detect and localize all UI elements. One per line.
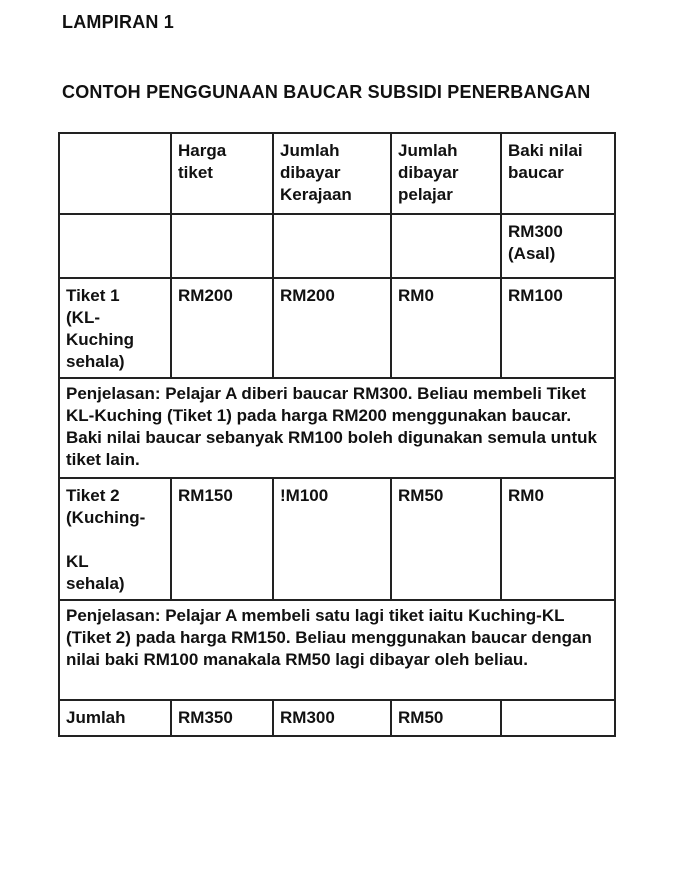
- table-row-ticket-2: [59, 478, 615, 600]
- table-cell: [391, 214, 501, 278]
- header-cell-dibayar-pelajar: Jumlah dibayar pelajar: [391, 133, 501, 214]
- header-cell-baki-baucar: Baki nilai baucar: [501, 133, 615, 214]
- ticket-2-balance: RM0: [501, 478, 615, 600]
- table-row-ticket-1: [59, 278, 615, 378]
- ticket-1-label: Tiket 1 (KL- Kuching sehala): [59, 278, 171, 378]
- header-cell-harga-tiket: Harga tiket: [171, 133, 273, 214]
- appendix-label: LAMPIRAN 1: [62, 12, 175, 32]
- explanation-1: Penjelasan: Pelajar A diberi baucar RM300. Beliau membeli Tiket KL-Kuching (Tiket 1) pada harga RM200 menggunakan baucar. Baki nilai baucar sebanyak RM100 boleh digunakan semula untuk tiket lain.: [59, 378, 615, 478]
- ticket-1-balance: RM100: [501, 278, 615, 378]
- table-row-total: [59, 700, 615, 736]
- ticket-2-price: RM150: [171, 478, 273, 600]
- table-row-initial-balance: [59, 214, 615, 278]
- table-header-row: [59, 133, 615, 214]
- ticket-1-government-paid: RM200: [273, 278, 391, 378]
- total-balance: [501, 700, 615, 736]
- total-label: Jumlah: [59, 700, 171, 736]
- ticket-2-government-paid: !M100: [273, 478, 391, 600]
- ticket-2-student-paid: RM50: [391, 478, 501, 600]
- ticket-1-price: RM200: [171, 278, 273, 378]
- header-cell-blank: [59, 133, 171, 214]
- table-cell: [273, 214, 391, 278]
- table-row-note-2: [59, 600, 615, 700]
- table-row-note-1: [59, 378, 615, 478]
- total-student-paid: RM50: [391, 700, 501, 736]
- voucher-example-table: [58, 132, 616, 737]
- header-cell-dibayar-kerajaan: Jumlah dibayar Kerajaan: [273, 133, 391, 214]
- table-cell: [171, 214, 273, 278]
- total-government-paid: RM300: [273, 700, 391, 736]
- total-price: RM350: [171, 700, 273, 736]
- ticket-1-student-paid: RM0: [391, 278, 501, 378]
- initial-balance-cell: RM300 (Asal): [501, 214, 615, 278]
- ticket-2-label: Tiket 2 (Kuching- KL sehala): [59, 478, 171, 600]
- document-title: CONTOH PENGGUNAAN BAUCAR SUBSIDI PENERBANGAN: [62, 82, 591, 102]
- explanation-2: Penjelasan: Pelajar A membeli satu lagi tiket iaitu Kuching-KL (Tiket 2) pada harga RM150. Beliau menggunakan baucar dengan nilai baki RM100 manakala RM50 lagi dibayar oleh beliau.: [59, 600, 615, 700]
- table-cell: [59, 214, 171, 278]
